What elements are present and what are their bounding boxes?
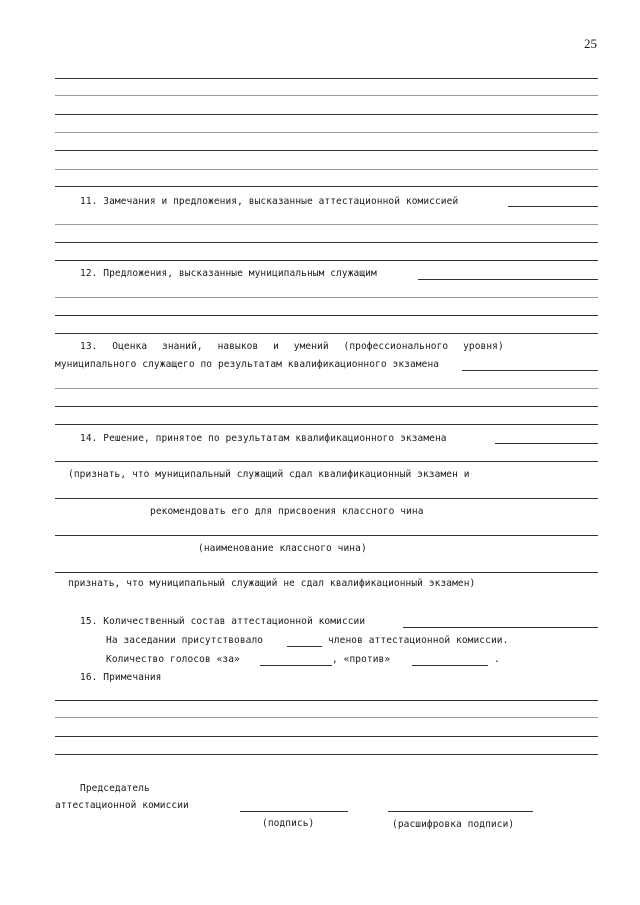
fill-line [55,78,598,79]
votes-for-field[interactable] [260,665,332,666]
signature-line[interactable] [240,811,348,812]
item-16-label: 16. Примечания [80,672,162,683]
notes-line[interactable] [55,700,598,701]
signature-caption: (подпись) [262,818,315,829]
fill-line [55,95,598,96]
fill-line [55,132,598,133]
decoding-caption: (расшифровка подписи) [392,819,515,830]
members-present-field[interactable] [287,646,322,647]
item-11-label: 11. Замечания и предложения, высказанные аттестационной комиссией [80,196,459,207]
item-15-present-after: членов аттестационной комиссии. [328,635,509,646]
item-15-votes-label: Количество голосов «за» [106,654,240,665]
fill-line [55,315,598,316]
item-12-label: 12. Предложения, высказанные муниципальным служащим [80,268,377,279]
notes-line[interactable] [55,754,598,755]
votes-against-field[interactable] [412,665,488,666]
item-13-label-line2: муниципального служащего по результатам квалификационного экзамена [55,359,440,370]
fill-line [55,260,598,261]
item-14-option-pass: (признать, что муниципальный служащий сдал квалификационный экзамен и [68,469,470,480]
fill-line [55,114,598,115]
fill-line [55,498,598,499]
fill-line [55,297,598,298]
item-14-answer-line[interactable] [495,443,598,444]
item-14-option-fail: признать, что муниципальный служащий не сдал квалификационный экзамен) [68,578,476,589]
item-13-answer-line[interactable] [462,370,598,371]
item-11-answer-line[interactable] [508,206,598,207]
item-12-answer-line[interactable] [418,279,598,280]
item-15-label: 15. Количественный состав аттестационной комиссии [80,616,366,627]
item-15-present-before: На заседании присутствовало [106,635,264,646]
notes-line[interactable] [55,736,598,737]
chair-label-line1: Председатель [80,783,150,794]
notes-line[interactable] [55,717,598,718]
class-rank-line[interactable] [55,535,598,536]
fill-line [55,186,598,187]
item-13-label-line1: 13. Оценка знаний, навыков и умений (профессионального уровня) [80,341,504,352]
fill-line [55,388,598,389]
fill-line [55,150,598,151]
item-14-label: 14. Решение, принятое по результатам квалификационного экзамена [80,433,447,444]
fill-line [55,406,598,407]
item-15-answer-line[interactable] [403,627,598,628]
fill-line [55,461,598,462]
signature-decoding-line[interactable] [388,811,533,812]
page-number: 25 [584,36,597,51]
fill-line [55,572,598,573]
chair-label-line2: аттестационной комиссии [55,800,189,811]
item-14-rank-caption: (наименование классного чина) [198,543,367,554]
fill-line [55,242,598,243]
item-15-votes-against: , «против» [332,654,391,665]
item-15-votes-end: . [494,654,500,665]
fill-line [55,169,598,170]
fill-line [55,424,598,425]
item-14-option-recommend: рекомендовать его для присвоения классного чина [150,506,424,517]
fill-line [55,333,598,334]
fill-line [55,224,598,225]
